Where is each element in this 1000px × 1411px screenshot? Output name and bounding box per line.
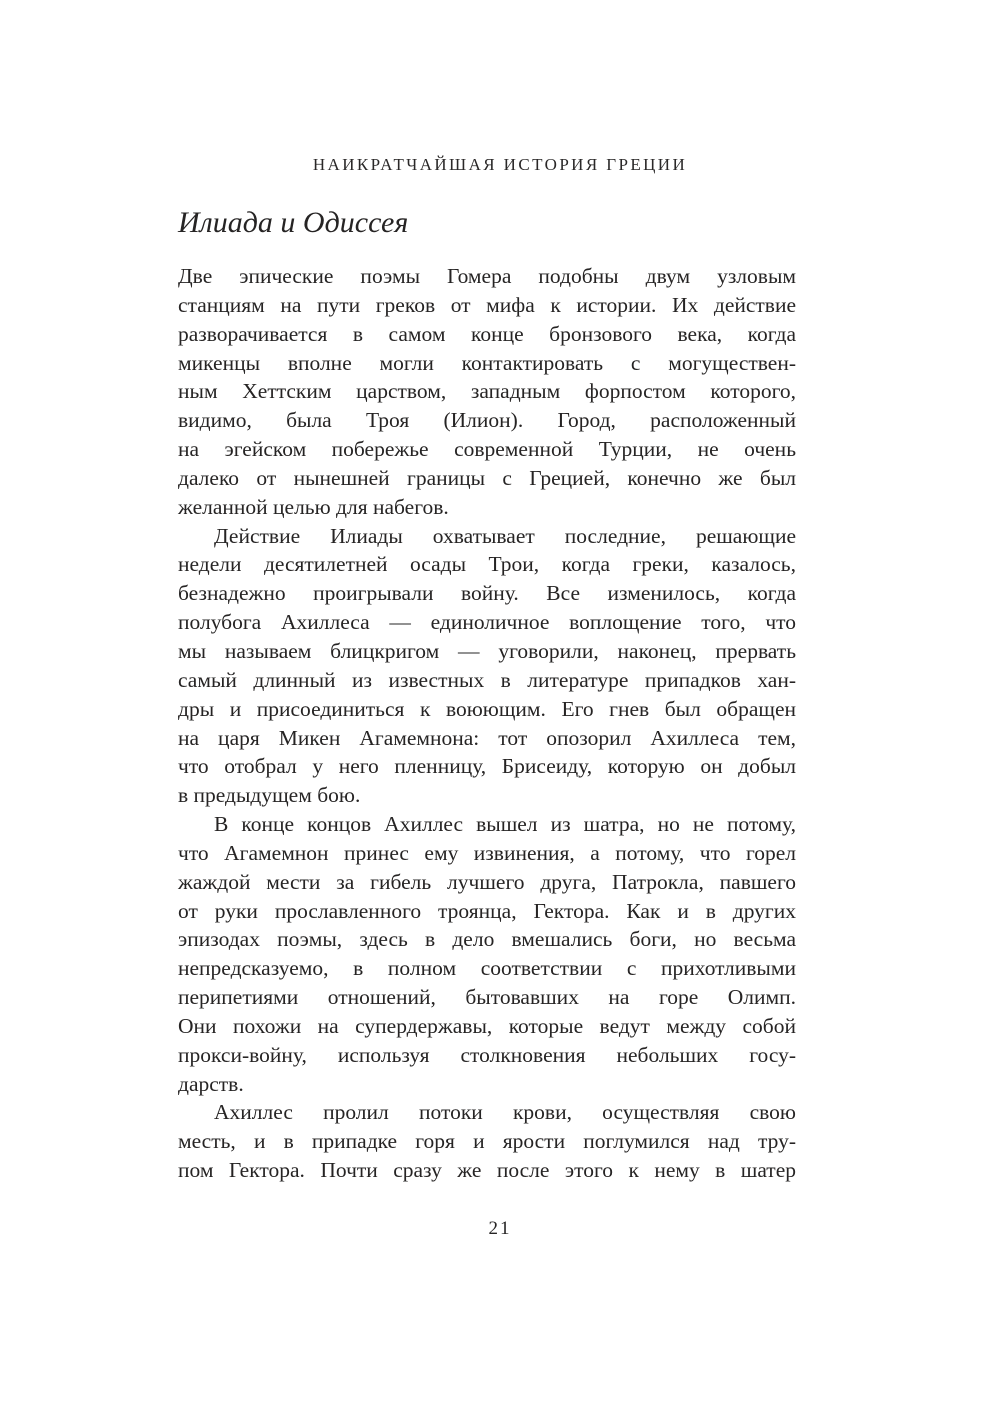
text-line: непредсказуемо, в полном соответствии с прихотливыми [178,956,796,981]
text-line: видимо, была Троя (Илион). Город, расположенный [178,408,796,433]
text-line: ным Хеттским царством, западным форпостом которого, [178,379,796,404]
text-line: недели десятилетней осады Трои, когда греки, казалось, [178,552,796,577]
text-line: пом Гектора. Почти сразу же после этого к нему в шатер [178,1158,796,1183]
text-line: мы называем блицкригом — уговорили, наконец, прервать [178,638,796,663]
text-line: разворачивается в самом конце бронзового века, когда [178,321,796,346]
text-line: месть, и в припадке горя и ярости поглумился над тру- [178,1129,796,1154]
text-line: на эгейском побережье современной Турции, не очень [178,437,796,462]
text-line: безнадежно проигрывали войну. Все изменилось, когда [178,581,796,606]
text-line: в предыдущем бою. [178,783,361,808]
text-line: Действие Илиады охватывает последние, решающие [214,523,796,548]
section-title: Илиада и Одиссея [178,206,409,239]
text-line: дарств. [178,1071,244,1096]
text-line: В конце концов Ахиллес вышел из шатра, но не потому, [214,812,796,837]
text-line: Две эпические поэмы Гомера подобны двум узловым [178,264,796,288]
text-line: самый длинный из известных в литературе припадков хан- [178,667,796,692]
page-number: 21 [488,1218,512,1239]
text-line: прокси-войну, используя столкновения небольших госу- [178,1042,796,1067]
text-line: желанной целью для набегов. [178,494,449,519]
text-line: на царя Микен Агамемнона: тот опозорил Ахиллеса тем, [178,725,796,750]
text-line: станциям на пути греков от мифа к истории. Их действие [178,292,796,317]
text-line: от руки прославленного троянца, Гектора. Как и в других [178,898,796,923]
text-line: эпизодах поэмы, здесь в дело вмешались боги, но весьма [178,927,796,952]
text-line: дры и присоединиться к воюющим. Его гнев был обращен [178,696,796,721]
text-line: полубога Ахиллеса — единоличное воплощение того, что [178,610,796,635]
text-line: далеко от нынешней границы с Грецией, конечно же был [178,465,796,490]
running-header: НАИКРАТЧАЙШАЯ ИСТОРИЯ ГРЕЦИИ [312,155,688,174]
body-text [178,262,796,1185]
text-line: что отобрал у него пленницу, Брисеиду, которую он добыл [178,754,796,779]
text-line: микенцы вполне могли контактировать с могуществен- [178,350,796,375]
text-line: перипетиями отношений, бытовавших на горе Олимп. [178,985,796,1010]
text-line: жаждой мести за гибель лучшего друга, Патрокла, павшего [178,869,796,894]
text-line: Они похожи на супердержавы, которые ведут между собой [178,1013,796,1038]
text-line: что Агамемнон принес ему извинения, а потому, что горел [178,840,796,865]
text-line: Ахиллес пролил потоки крови, осуществляя свою [214,1100,796,1125]
